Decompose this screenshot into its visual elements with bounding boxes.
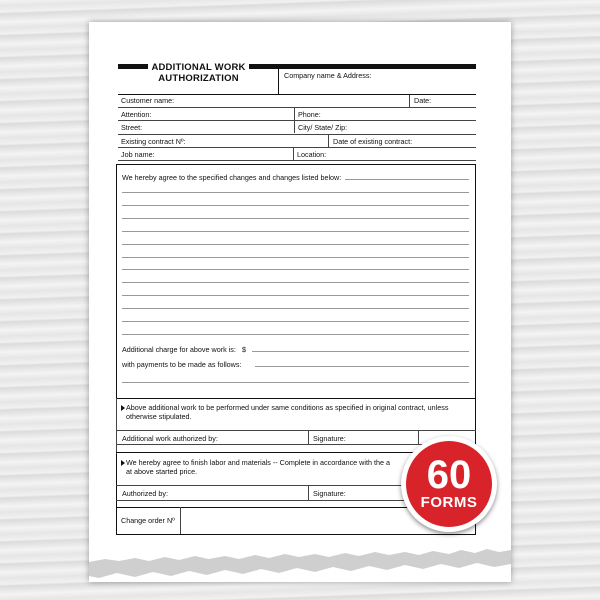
- badge-inner: [406, 441, 492, 527]
- writing-line: [122, 282, 469, 283]
- conditions-line2: otherwise stipulated.: [126, 412, 192, 421]
- writing-line: [122, 192, 469, 193]
- phone-label: Phone:: [298, 110, 321, 119]
- badge-text: FORMS: [420, 494, 478, 511]
- form-title: [120, 62, 277, 84]
- writing-line: [122, 334, 469, 335]
- conditions-line1: Above additional work to be performed under same conditions as specified in original contract, unless: [126, 403, 449, 412]
- auth-divider: [308, 430, 309, 444]
- payments-line: [255, 366, 469, 367]
- writing-line: [122, 231, 469, 232]
- agree-changes-line: [345, 179, 469, 180]
- auth2-divider: [308, 485, 309, 500]
- writing-line: [122, 257, 469, 258]
- charge-label: Additional charge for above work is:: [122, 345, 236, 354]
- contract-no-label: Existing contract Nº:: [121, 137, 186, 146]
- title-divider: [278, 64, 279, 94]
- row5-divider: [293, 148, 294, 160]
- authorized-by-label: Additional work authorized by:: [122, 434, 218, 443]
- row3-line: [118, 134, 476, 135]
- writing-line: [122, 308, 469, 309]
- change-order-label: Change order Nº: [121, 516, 175, 525]
- writing-line: [122, 218, 469, 219]
- row1-line: [118, 107, 476, 108]
- writing-line: [122, 269, 469, 270]
- signature-label: Signature:: [313, 434, 346, 443]
- date-label: Date:: [414, 96, 432, 105]
- forms-count-badge: [401, 436, 497, 532]
- writing-line: [122, 321, 469, 322]
- company-label: Company name & Address:: [284, 71, 372, 80]
- payments-line-2: [122, 382, 469, 383]
- payments-label: with payments to be made as follows:: [122, 360, 242, 369]
- row4-line: [118, 147, 476, 148]
- signature2-label: Signature:: [313, 489, 346, 498]
- finish-line1: We hereby agree to finish labor and materials -- Complete in accordance with the a: [126, 458, 390, 467]
- currency-symbol: $: [242, 345, 246, 354]
- row4-divider: [328, 135, 329, 147]
- conditions-top-line: [116, 398, 476, 399]
- finish-arrow-icon: [121, 460, 125, 466]
- attention-label: Attention:: [121, 110, 152, 119]
- form-title-line2: AUTHORIZATION: [158, 73, 239, 84]
- writing-line: [122, 205, 469, 206]
- row1-divider: [409, 95, 410, 107]
- street-label: Street:: [121, 123, 143, 132]
- badge-number: 60: [426, 453, 472, 497]
- writing-line: [122, 244, 469, 245]
- conditions-left-bar: [116, 398, 117, 454]
- form-title-line1: ADDITIONAL WORK: [148, 62, 248, 73]
- contract-date-label: Date of existing contract:: [333, 137, 413, 146]
- authorized-label: Authorized by:: [122, 489, 168, 498]
- row5-line: [118, 160, 476, 161]
- finish-line2: at above started price.: [126, 467, 198, 476]
- writing-line: [122, 295, 469, 296]
- title-underline: [118, 94, 476, 95]
- conditions-arrow-icon: [121, 405, 125, 411]
- company-bar-top: [278, 64, 476, 69]
- auth-divider-2: [418, 430, 419, 444]
- row3-divider: [294, 121, 295, 133]
- row2-line: [118, 120, 476, 121]
- row2-divider: [294, 108, 295, 120]
- location-label: Location:: [297, 150, 327, 159]
- customer-label: Customer name:: [121, 96, 175, 105]
- conditions-mid-line: [116, 430, 476, 431]
- agree-changes-text: We hereby agree to the specified changes and changes listed below:: [122, 173, 342, 182]
- charge-line: [252, 351, 469, 352]
- job-label: Job name:: [121, 150, 155, 159]
- city-label: City/ State/ Zip:: [298, 123, 348, 132]
- change-order-divider: [180, 507, 181, 534]
- torn-paper-edge: [89, 540, 511, 600]
